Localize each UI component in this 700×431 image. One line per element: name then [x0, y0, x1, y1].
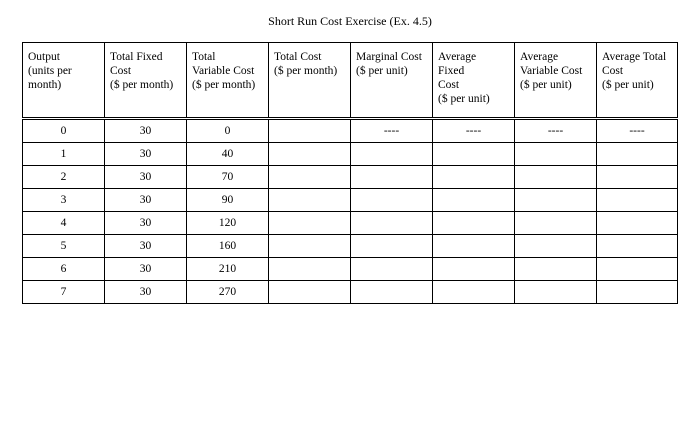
cell-total-variable-cost: 0	[187, 119, 269, 143]
cell-total-fixed-cost: 30	[105, 212, 187, 235]
cell-output: 0	[23, 119, 105, 143]
cell-average-fixed-cost: ----	[433, 119, 515, 143]
cell-marginal-cost[interactable]	[351, 166, 433, 189]
cell-average-fixed-cost[interactable]	[433, 143, 515, 166]
cell-marginal-cost[interactable]	[351, 189, 433, 212]
cell-total-variable-cost: 40	[187, 143, 269, 166]
cell-average-variable-cost[interactable]	[515, 166, 597, 189]
cell-total-cost[interactable]	[269, 212, 351, 235]
header-total-cost: Total Cost ($ per month)	[269, 43, 351, 119]
cell-average-variable-cost[interactable]	[515, 212, 597, 235]
cell-total-fixed-cost: 30	[105, 143, 187, 166]
cell-average-fixed-cost[interactable]	[433, 235, 515, 258]
cell-total-fixed-cost: 30	[105, 235, 187, 258]
header-total-variable-cost: Total Variable Cost ($ per month)	[187, 43, 269, 119]
header-marginal-cost: Marginal Cost ($ per unit)	[351, 43, 433, 119]
cell-average-total-cost[interactable]	[597, 212, 678, 235]
cell-average-total-cost[interactable]	[597, 143, 678, 166]
cell-average-total-cost: ----	[597, 119, 678, 143]
cell-total-cost[interactable]	[269, 166, 351, 189]
table-row	[23, 235, 678, 258]
cell-total-fixed-cost: 30	[105, 258, 187, 281]
cell-average-total-cost[interactable]	[597, 258, 678, 281]
cell-average-fixed-cost[interactable]	[433, 281, 515, 304]
header-total-fixed-cost: Total Fixed Cost ($ per month)	[105, 43, 187, 119]
cell-marginal-cost[interactable]	[351, 281, 433, 304]
page-title: Short Run Cost Exercise (Ex. 4.5)	[268, 14, 432, 28]
cell-total-cost[interactable]	[269, 189, 351, 212]
cell-total-fixed-cost: 30	[105, 119, 187, 143]
cell-total-variable-cost: 70	[187, 166, 269, 189]
table-row	[23, 189, 678, 212]
cell-marginal-cost: ----	[351, 119, 433, 143]
cell-total-cost[interactable]	[269, 143, 351, 166]
cell-total-variable-cost: 210	[187, 258, 269, 281]
cell-total-cost[interactable]	[269, 235, 351, 258]
table-row	[23, 212, 678, 235]
cell-average-variable-cost: ----	[515, 119, 597, 143]
cell-average-variable-cost[interactable]	[515, 235, 597, 258]
header-average-variable-cost: Average Variable Cost ($ per unit)	[515, 43, 597, 119]
cell-output: 2	[23, 166, 105, 189]
cell-average-fixed-cost[interactable]	[433, 166, 515, 189]
cell-total-variable-cost: 90	[187, 189, 269, 212]
cell-average-variable-cost[interactable]	[515, 143, 597, 166]
cell-total-fixed-cost: 30	[105, 189, 187, 212]
cell-total-variable-cost: 120	[187, 212, 269, 235]
cell-marginal-cost[interactable]	[351, 235, 433, 258]
cell-total-cost[interactable]	[269, 281, 351, 304]
cell-output: 3	[23, 189, 105, 212]
cell-marginal-cost[interactable]	[351, 258, 433, 281]
cell-output: 6	[23, 258, 105, 281]
cell-total-variable-cost: 160	[187, 235, 269, 258]
cell-average-variable-cost[interactable]	[515, 189, 597, 212]
cell-total-cost[interactable]	[269, 258, 351, 281]
header-average-total-cost: Average Total Cost ($ per unit)	[597, 43, 678, 119]
table-row	[23, 119, 678, 143]
cell-total-fixed-cost: 30	[105, 281, 187, 304]
cell-total-fixed-cost: 30	[105, 166, 187, 189]
cost-table	[22, 42, 678, 304]
cell-average-fixed-cost[interactable]	[433, 212, 515, 235]
cell-output: 4	[23, 212, 105, 235]
cell-marginal-cost[interactable]	[351, 212, 433, 235]
table-row	[23, 281, 678, 304]
cell-marginal-cost[interactable]	[351, 143, 433, 166]
header-row	[23, 43, 678, 119]
table-row	[23, 258, 678, 281]
cell-output: 7	[23, 281, 105, 304]
cell-average-fixed-cost[interactable]	[433, 258, 515, 281]
cell-output: 5	[23, 235, 105, 258]
table-row	[23, 143, 678, 166]
table-row	[23, 166, 678, 189]
cell-average-fixed-cost[interactable]	[433, 189, 515, 212]
cell-average-total-cost[interactable]	[597, 281, 678, 304]
cell-average-total-cost[interactable]	[597, 189, 678, 212]
cell-average-total-cost[interactable]	[597, 166, 678, 189]
cell-average-variable-cost[interactable]	[515, 258, 597, 281]
cell-average-total-cost[interactable]	[597, 235, 678, 258]
cell-total-cost[interactable]	[269, 119, 351, 143]
cell-average-variable-cost[interactable]	[515, 281, 597, 304]
cell-output: 1	[23, 143, 105, 166]
header-output: Output (units per month)	[23, 43, 105, 119]
header-average-fixed-cost: Average Fixed Cost ($ per unit)	[433, 43, 515, 119]
cell-total-variable-cost: 270	[187, 281, 269, 304]
